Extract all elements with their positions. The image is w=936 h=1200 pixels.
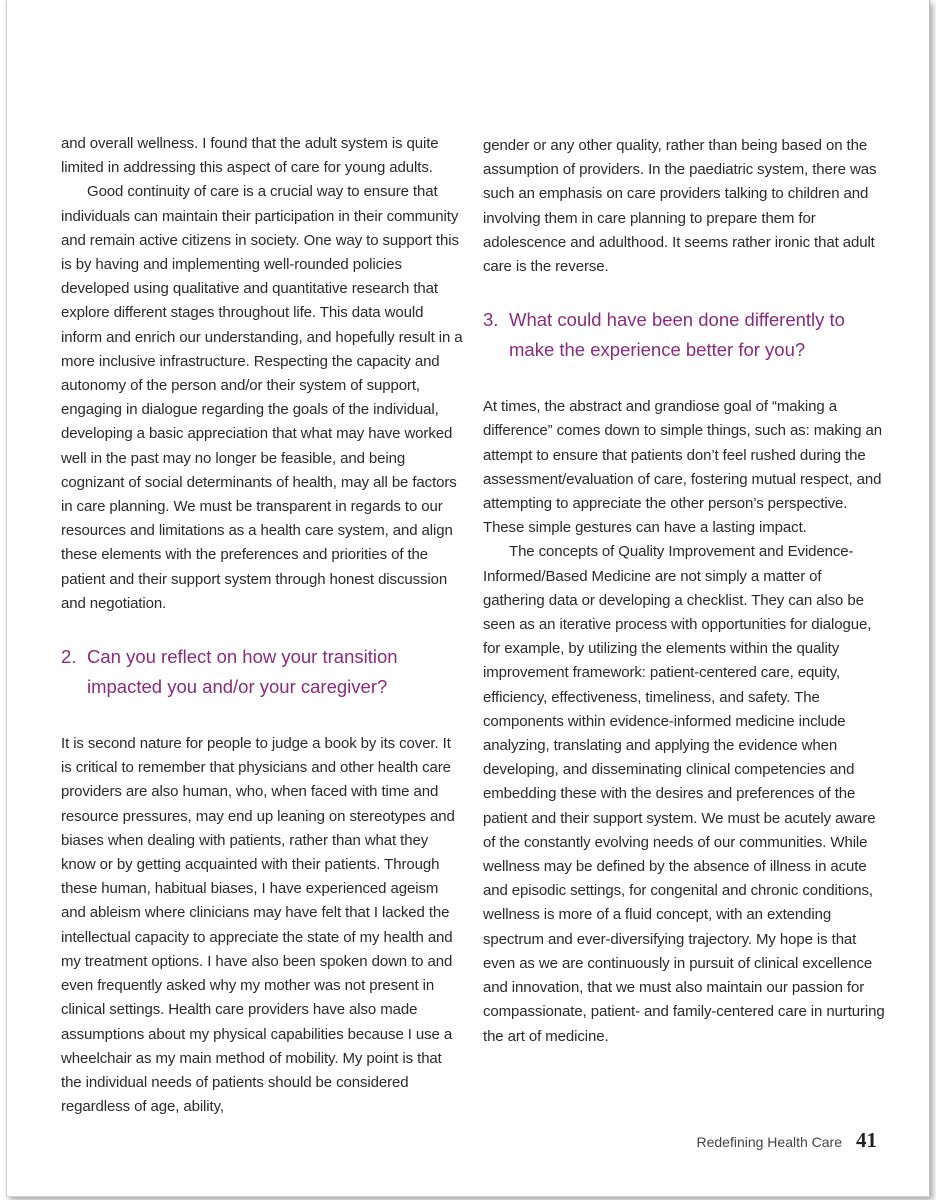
section-heading-text: Can you reflect on how your transition impacted you and/or your caregiver?: [87, 646, 398, 698]
section-heading-2: [61, 642, 463, 702]
page-footer: [696, 1128, 877, 1153]
section-heading-3: [483, 305, 885, 365]
body-paragraph: and overall wellness. I found that the adult system is quite limited in addressing this aspect of care for young adults.: [61, 135, 439, 177]
section-heading-text: What could have been done differently to make the experience better for you?: [509, 309, 845, 361]
left-column: [61, 132, 463, 1119]
section-number: 2.: [61, 646, 77, 668]
body-paragraph: At times, the abstract and grandiose goal of “making a difference” comes down to simple things, such as: making an attempt to ensure that patients don’t feel rushed during the assessment/evaluation of care, fostering mutual respect, and attempting to appreciate the other person’s perspective. These simple gestures can have a lasting impact.: [483, 398, 883, 537]
right-column: [483, 134, 885, 1049]
body-paragraph: gender or any other quality, rather than being based on the assumption of providers. In the paediatric system, there was such an emphasis on care providers talking to children and involving them in care planning to prepare them for adolescence and adulthood. It seems rather ironic that adult care is the reverse.: [483, 137, 877, 276]
section-number: 3.: [483, 309, 499, 331]
body-paragraph: Good continuity of care is a crucial way to ensure that individuals can maintain their participation in their community and remain active citizens in society. One way to support this is by having and implementing well-rounded policies developed using qualitative and quantitative research that explore different stages throughout life. This data would inform and enrich our understanding, and hopefully result in a more inclusive infrastructure. Respecting the capacity and autonomy of the person and/or their system of support, engaging in dialogue regarding the goals of the individual, developing a basic appreciation that what may have worked well in the past may no longer be feasible, and being cognizant of social determinants of health, may all be factors in care planning. We must be transparent in regards to our resources and limitations as a health care system, and align these elements with the preferences and priorities of the patient and their support system through honest discussion and negotiation.: [61, 183, 463, 612]
body-paragraph: The concepts of Quality Improvement and Evidence-Informed/Based Medicine are not simply a matter of gathering data or developing a checklist. They can also be seen as an iterative process with opportunities for dialogue, for example, by utilizing the elements within the quality improvement framework: patient-centered care, equity, efficiency, effectiveness, timeliness, and safety. The components within evidence-informed medicine include analyzing, translating and applying the evidence when developing, and disseminating clinical competencies and embedding these with the desires and preferences of the patient and their support system. We must be acutely aware of the constantly evolving needs of our communities. While wellness may be defined by the absence of illness in acute and episodic settings, for congenital and chronic conditions, wellness is more of a fluid concept, with an extending spectrum and ever-diversifying trajectory. My hope is that even as we are continuously in pursuit of clinical excellence and innovation, that we must also maintain our passion for compassionate, patient- and family-centered care in nurturing the art of medicine.: [483, 543, 885, 1045]
page-number: 41: [856, 1128, 877, 1152]
document-page: [6, 0, 930, 1197]
footer-title: Redefining Health Care: [696, 1134, 842, 1150]
body-paragraph: It is second nature for people to judge a book by its cover. It is critical to remember that physicians and other health care providers are also human, who, when faced with time and resource pressures, may end up leaning on stereotypes and biases when dealing with patients, rather than what they know or by getting acquainted with their patients. Through these human, habitual biases, I have experienced ageism and ableism where clinicians may have felt that I lacked the intellectual capacity to appreciate the state of my health and my treatment options. I have also been spoken down to and even frequently asked why my mother was not present in clinical settings. Health care providers have also made assumptions about my physical capabilities because I use a wheelchair as my main method of mobility. My point is that the individual needs of patients should be considered regardless of age, ability,: [61, 735, 455, 1116]
